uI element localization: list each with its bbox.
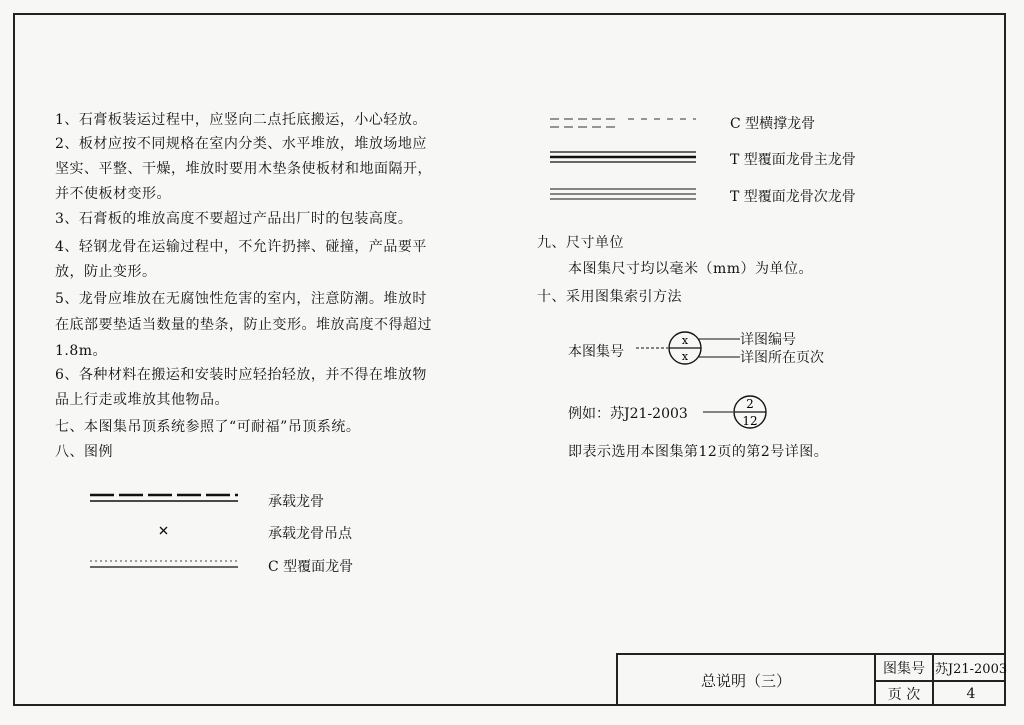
t-secondary-keel-symbol (550, 187, 700, 201)
example-explanation: 即表示选用本图集第12页的第2号详图。 (568, 444, 829, 460)
drawing-title: 总说明（三） (700, 672, 791, 690)
detail-page-label: 详图所在页次 (740, 350, 824, 366)
note-line: 并不使板材变形。 (55, 186, 171, 202)
example-label: 例如：苏J21-2003 (568, 406, 688, 422)
c-cross-keel-symbol (550, 116, 700, 130)
legend-label: T 型覆面龙骨次龙骨 (730, 189, 856, 205)
atlas-label: 本图集号 (568, 344, 624, 360)
page-label: 页 次 (887, 687, 921, 703)
c-cover-keel-symbol (90, 558, 240, 570)
note-line: 放，防止变形。 (55, 264, 157, 280)
section9-heading: 九、尺寸单位 (537, 235, 624, 251)
note-line: 1.8m。 (55, 343, 108, 359)
detail-number-label: 详图编号 (740, 332, 796, 348)
index-symbol-bottom: x (681, 350, 689, 363)
example-symbol (703, 394, 775, 430)
legend-label: C 型横撑龙骨 (730, 116, 816, 132)
legend-label: T 型覆面龙骨主龙骨 (730, 152, 856, 168)
note-line: 5、龙骨应堆放在无腐蚀性危害的室内，注意防潮。堆放时 (55, 291, 427, 307)
bearing-keel-symbol (90, 492, 240, 504)
t-main-keel-symbol (550, 150, 700, 164)
note-line: 品上行走或堆放其他物品。 (55, 392, 229, 408)
note-line: 坚实、平整、干燥，堆放时要用木垫条使板材和地面隔开， (55, 161, 432, 177)
index-symbol (636, 330, 746, 366)
example-symbol-bottom: 12 (742, 414, 758, 428)
legend-label: C 型覆面龙骨 (268, 559, 354, 575)
hanger-point-symbol (158, 525, 170, 537)
note-line: 1、石膏板装运过程中，应竖向二点托底搬运，小心轻放。 (55, 112, 427, 128)
example-symbol-top: 2 (746, 397, 754, 411)
page-number: 4 (966, 686, 976, 702)
index-symbol-top: x (681, 334, 689, 347)
note-line: 在底部要垫适当数量的垫条，防止变形。堆放高度不得超过 (55, 317, 432, 333)
section10-heading: 十、采用图集索引方法 (537, 289, 682, 305)
note-line: 七、本图集吊顶系统参照了“可耐福”吊顶系统。 (55, 419, 361, 435)
atlas-number-label: 图集号 (883, 660, 925, 677)
section9-text: 本图集尺寸均以毫米（mm）为单位。 (568, 261, 814, 277)
legend-label: 承载龙骨 (268, 494, 324, 510)
note-line: 3、石膏板的堆放高度不要超过产品出厂时的包装高度。 (55, 211, 413, 227)
title-block (616, 653, 1006, 706)
atlas-number: 苏J21-2003 (934, 662, 1008, 677)
legend-label: 承载龙骨吊点 (268, 526, 352, 542)
note-line: 八、图例 (55, 444, 113, 460)
note-line: 6、各种材料在搬运和安装时应轻抬轻放，并不得在堆放物 (55, 367, 427, 383)
note-line: 4、轻钢龙骨在运输过程中，不允许扔摔、碰撞，产品要平 (55, 239, 427, 255)
note-line: 2、板材应按不同规格在室内分类、水平堆放，堆放场地应 (55, 136, 427, 152)
